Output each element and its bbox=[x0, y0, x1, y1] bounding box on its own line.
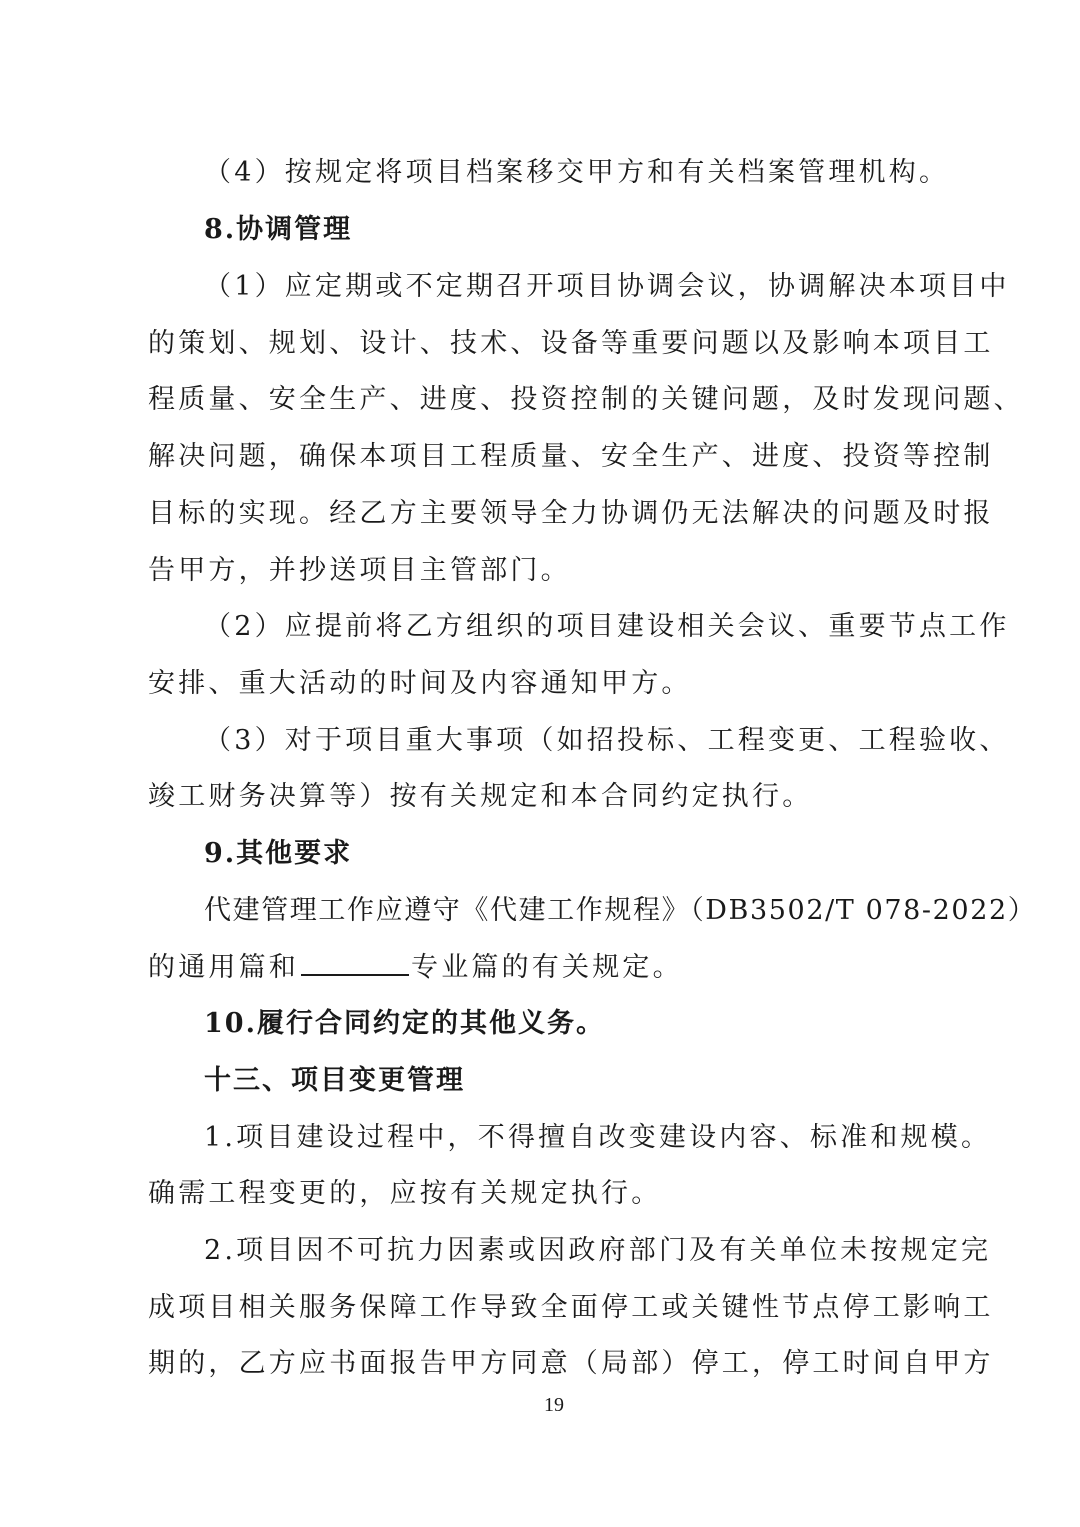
paragraph-line: （2）应提前将乙方组织的项目建设相关会议、重要节点工作 bbox=[204, 611, 1010, 642]
paragraph-line: 期的，乙方应书面报告甲方同意（局部）停工，停工时间自甲方 bbox=[148, 1348, 994, 1379]
paragraph-line: 目标的实现。经乙方主要领导全力协调仍无法解决的问题及时报 bbox=[148, 498, 994, 529]
paragraph-line: 1.项目建设过程中，不得擅自改变建设内容、标准和规模。 bbox=[204, 1122, 992, 1153]
paragraph-line: 确需工程变更的，应按有关规定执行。 bbox=[148, 1178, 662, 1209]
paragraph-line: （1）应定期或不定期召开项目协调会议，协调解决本项目中 bbox=[204, 271, 1010, 302]
paragraph-line: 竣工财务决算等）按有关规定和本合同约定执行。 bbox=[148, 781, 813, 812]
paragraph-line: 代建管理工作应遵守《代建工作规程》（DB3502/T 078-2022） bbox=[204, 895, 1037, 926]
paragraph-line: 2.项目因不可抗力因素或因政府部门及有关单位未按规定完 bbox=[204, 1235, 992, 1266]
chapter-heading: 十三、项目变更管理 bbox=[204, 1065, 465, 1096]
section-heading: 9.其他要求 bbox=[204, 838, 353, 869]
paragraph-line: 告甲方，并抄送项目主管部门。 bbox=[148, 555, 571, 586]
page-number: 19 bbox=[544, 1394, 564, 1416]
line-text-before-blank: 的通用篇和 bbox=[148, 952, 299, 983]
paragraph-line: 的策划、规划、设计、技术、设备等重要问题以及影响本项目工 bbox=[148, 328, 994, 359]
line-text-after-blank: 专业篇的有关规定。 bbox=[411, 952, 683, 983]
section-heading: 8.协调管理 bbox=[204, 214, 353, 245]
paragraph-line: （3）对于项目重大事项（如招投标、工程变更、工程验收、 bbox=[204, 725, 1010, 756]
fill-in-blank bbox=[301, 948, 409, 976]
paragraph-line: 成项目相关服务保障工作导致全面停工或关键性节点停工影响工 bbox=[148, 1292, 994, 1323]
paragraph-line: 安排、重大活动的时间及内容通知甲方。 bbox=[148, 668, 692, 699]
paragraph-line: （4）按规定将项目档案移交甲方和有关档案管理机构。 bbox=[204, 157, 950, 188]
paragraph-line-with-blank bbox=[148, 948, 963, 988]
paragraph-line: 程质量、安全生产、进度、投资控制的关键问题，及时发现问题、 bbox=[148, 384, 1024, 415]
section-heading: 10.履行合同约定的其他义务。 bbox=[204, 1008, 605, 1039]
paragraph-line: 解决问题，确保本项目工程质量、安全生产、进度、投资等控制 bbox=[148, 441, 994, 472]
